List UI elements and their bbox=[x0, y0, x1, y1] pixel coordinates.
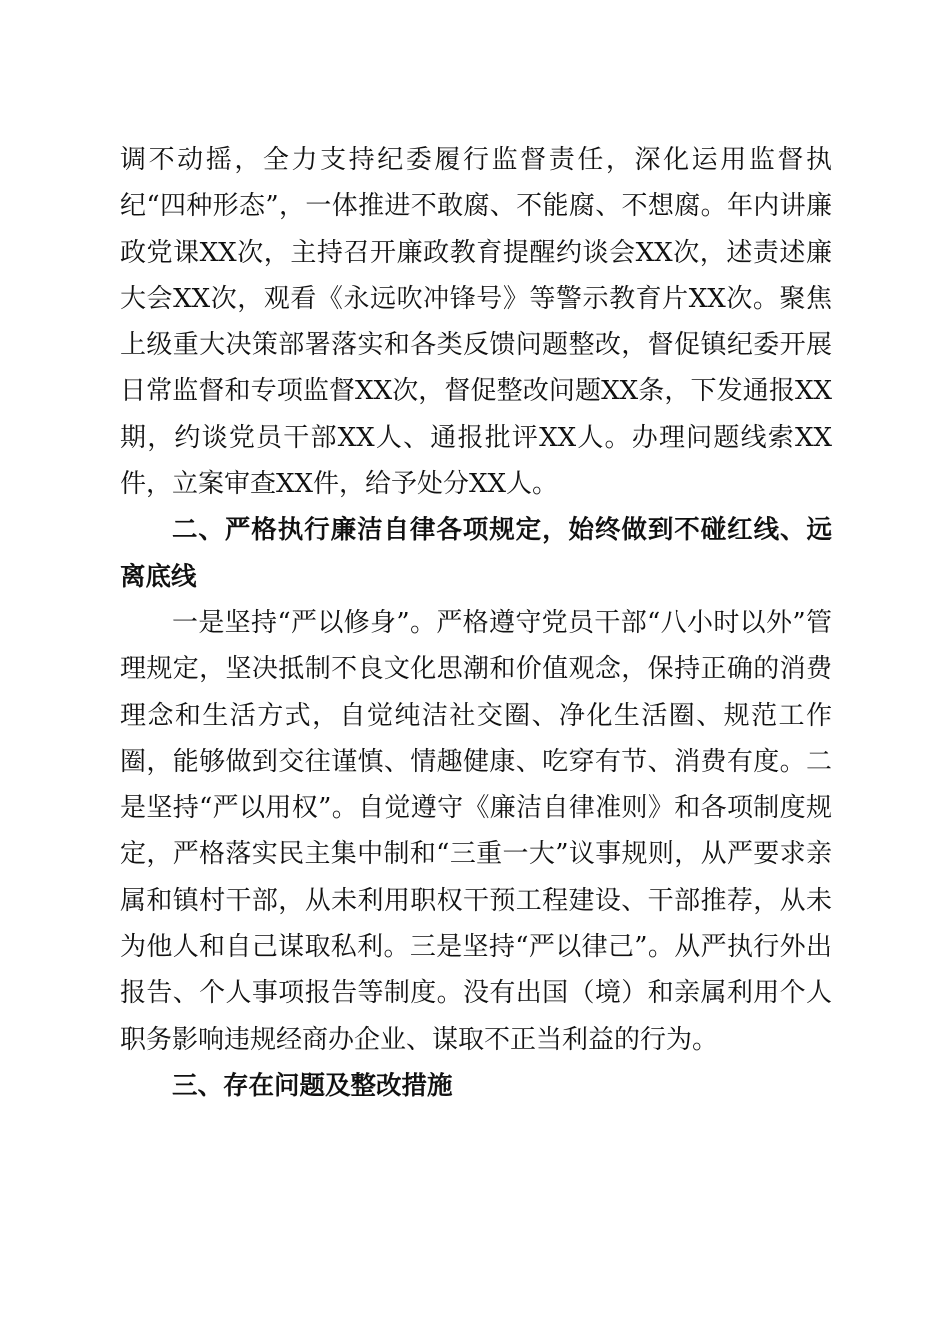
section-heading-3: 三、存在问题及整改措施 bbox=[172, 1070, 453, 1101]
document-body bbox=[120, 137, 832, 1109]
section-heading-2: 二、严格执行廉洁自律各项规定，始终做到不碰红线、远离底线 bbox=[120, 515, 832, 592]
paragraph-self-discipline: 一是坚持“严以修身”。严格遵守党员干部“八小时以外”管理规定，坚决抵制不良文化思潮和价值观念，保持正确的消费理念和生活方式，自觉纯洁社交圈、净化生活圈、规范工作圈，能够做到交往谨慎、情趣健康、吃穿有节、消费有度。二是坚持“严以用权”。自觉遵守《廉洁自律准则》和各项制度规定，严格落实民主集中制和“三重一大”议事规则，从严要求亲属和镇村干部，从未利用职权干预工程建设、干部推荐，从未为他人和自己谋取私利。三是坚持“严以律己”。从严执行外出报告、个人事项报告等制度。没有出国（境）和亲属利用个人职务影响违规经商办企业、谋取不正当利益的行为。 bbox=[120, 607, 832, 1055]
paragraph-continuation: 调不动摇，全力支持纪委履行监督责任，深化运用监督执纪“四种形态”，一体推进不敢腐、不能腐、不想腐。年内讲廉政党课XX次，主持召开廉政教育提醒约谈会XX次，述责述廉大会XX次，观看《永远吹冲锋号》等警示教育片XX次。聚焦上级重大决策部署落实和各类反馈问题整改，督促镇纪委开展日常监督和专项监督XX次，督促整改问题XX条，下发通报XX期，约谈党员干部XX人、通报批评XX人。办理问题线索XX件，立案审查XX件，给予处分XX人。 bbox=[120, 145, 832, 500]
